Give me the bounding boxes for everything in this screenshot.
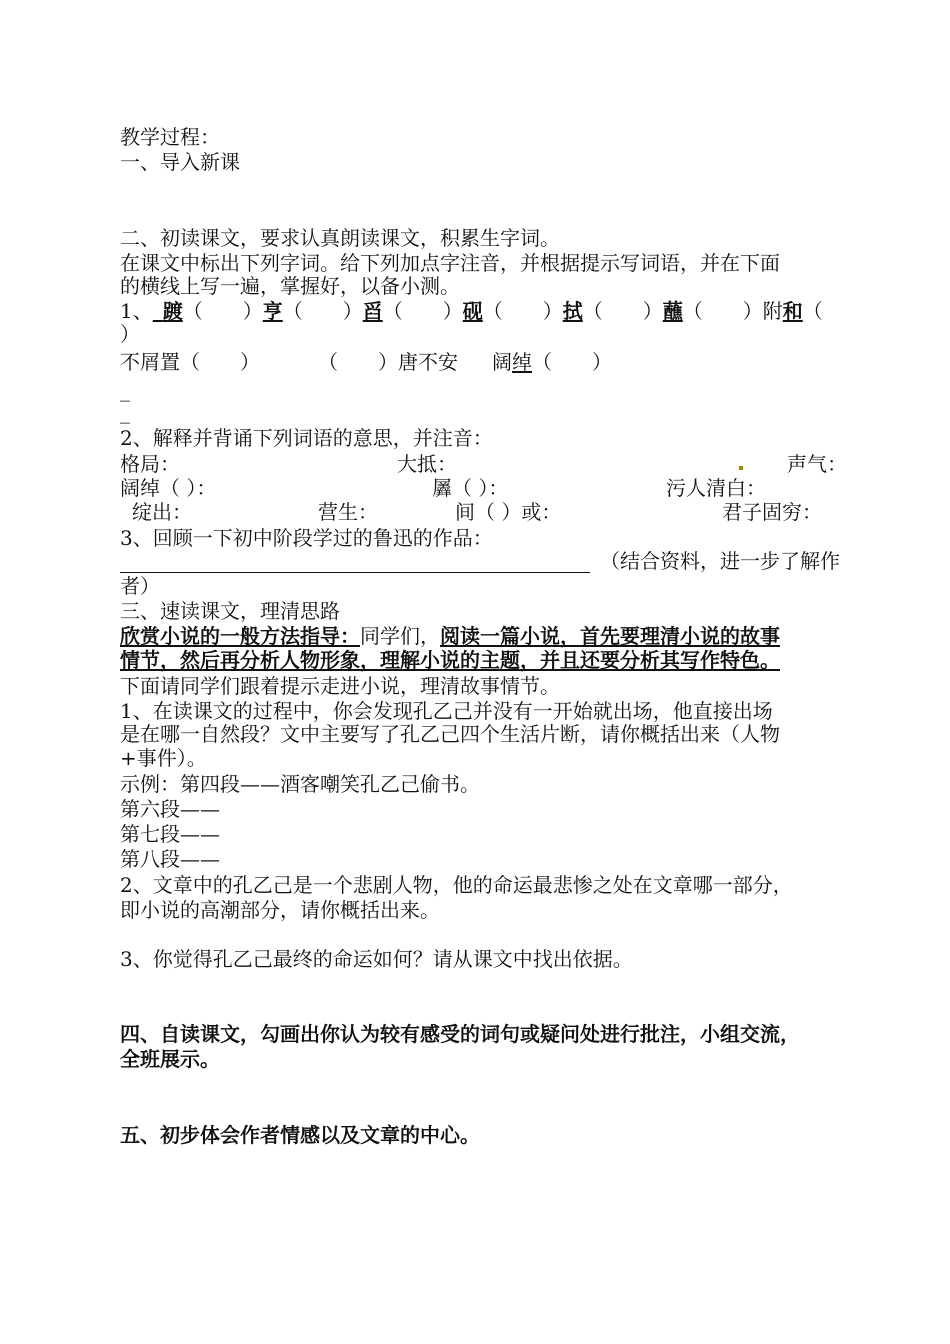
word-prefix: 阔: [492, 350, 512, 374]
question-3-note: （结合资料，进一步了解作: [600, 549, 840, 573]
term-geju: 格局：: [120, 452, 180, 476]
term-kuochuo: 阔绰（ ）：: [120, 476, 217, 500]
question-2-row-3: [120, 500, 860, 524]
pinyin-blank-open: （: [802, 299, 823, 323]
part-1-line-1: 1、在读课文的过程中，你会发现孔乙己并没有一开始就出场，他直接出场: [120, 699, 773, 723]
paragraph-7-prompt: 第七段——: [120, 822, 220, 846]
guide-text: 下面请同学们跟着提示走进小说，理清故事情节。: [120, 674, 560, 698]
word-char: 拭: [562, 299, 583, 323]
section-2-heading: 二、初读课文，要求认真朗读课文，积累生字词。: [120, 226, 560, 250]
term-wurenqingbai: 污人清白：: [666, 476, 766, 500]
question-3-answer-line: [120, 549, 860, 573]
pinyin-blank: （ ）: [182, 299, 263, 323]
term-dadi: 大抵：: [397, 452, 457, 476]
part-2-line-1: 2、文章中的孔乙己是一个悲剧人物，他的命运最悲惨之处在文章哪一部分，: [120, 873, 793, 897]
question-1-line-1: [120, 299, 860, 323]
pinyin-blank: （ ）: [482, 299, 563, 323]
method-emphasis-1: 阅读一篇小说，首先要理清小说的故事: [440, 624, 780, 648]
word-char: 亨: [262, 299, 283, 323]
term-shengqi: 声气：: [787, 452, 847, 476]
answer-underline: [120, 551, 590, 573]
word-char: 舀: [362, 299, 383, 323]
part-1-line-3: +事件）。: [120, 746, 207, 770]
section-3-heading: 三、速读课文，理清思路: [120, 599, 340, 623]
question-2-row-1: [120, 452, 860, 476]
word-blank-buqiezhi: 不屑置（ ）: [120, 350, 260, 374]
method-plain: 同学们，: [360, 624, 440, 648]
section-1-heading: 一、导入新课: [120, 150, 240, 174]
term-jianhuo: 间（ ）或：: [455, 500, 562, 524]
part-1-line-2: 是在哪一自然段？文中主要写了孔乙己四个生活片断，请你概括出来（人物: [120, 722, 780, 746]
method-emphasis-2: 情节，然后再分析人物形象，理解小说的主题，并且还要分析其写作特色。: [120, 648, 780, 672]
word-char: 踱: [162, 299, 183, 323]
heading-teaching-process: 教学过程：: [120, 125, 220, 149]
pinyin-blank: （ ）: [282, 299, 363, 323]
dash-mark-2: _: [120, 400, 130, 424]
example-text: 示例：第四段——酒客嘲笑孔乙己偷书。: [120, 772, 480, 796]
method-line-1: [120, 624, 860, 648]
section-5-heading: 五、初步体会作者情感以及文章的中心。: [120, 1123, 480, 1147]
question-1-line-2: [120, 350, 860, 374]
question-1-underscore: [153, 299, 163, 323]
dash-mark-1: _: [120, 378, 130, 402]
part-2-line-2: 即小说的高潮部分，请你概括出来。: [120, 898, 440, 922]
term-zhanchu: 绽出：: [132, 500, 192, 524]
question-3-note-end: 者）: [120, 574, 160, 598]
pinyin-blank: （ ）: [582, 299, 663, 323]
word-char: 和: [782, 299, 803, 323]
method-label: 欣赏小说的一般方法指导：: [120, 624, 360, 648]
question-2-row-2: [120, 476, 860, 500]
part-3-text: 3、你觉得孔乙己最终的命运如何？请从课文中找出依据。: [120, 947, 633, 971]
section-2-intro-line-1: 在课文中标出下列字词。给下列加点字注音，并根据提示写词语，并在下面: [120, 251, 780, 275]
pinyin-blank: （ ）: [682, 299, 763, 323]
section-4-line-1: 四、自读课文，勾画出你认为较有感受的词句或疑问处进行批注，小组交流，: [120, 1022, 800, 1046]
question-1-prefix: 1、: [120, 299, 153, 323]
pinyin-blank: （ ）: [532, 350, 612, 374]
paragraph-6-prompt: 第六段——: [120, 797, 220, 821]
question-3-title: 3、回顾一下初中阶段学过的鲁迅的作品：: [120, 526, 493, 550]
word-char: 砚: [462, 299, 483, 323]
term-chan: 羼（ ）：: [432, 476, 509, 500]
question-1-wrap: ）: [120, 322, 140, 346]
question-2-title: 2、解释并背诵下列词语的意思，并注音：: [120, 426, 493, 450]
pinyin-blank: （ ）: [382, 299, 463, 323]
word-char: 绰: [512, 350, 532, 374]
term-junzigugiong: 君子固穷：: [722, 500, 822, 524]
term-yingsheng: 营生：: [318, 500, 378, 524]
word-blank-tangbuan: （ ）唐不安: [318, 350, 458, 374]
section-4-line-2: 全班展示。: [120, 1047, 220, 1071]
word-prefix: 附: [762, 299, 783, 323]
word-char: 蘸: [662, 299, 683, 323]
section-2-intro-line-2: 的横线上写一遍，掌握好，以备小测。: [120, 274, 460, 298]
paragraph-8-prompt: 第八段——: [120, 847, 220, 871]
